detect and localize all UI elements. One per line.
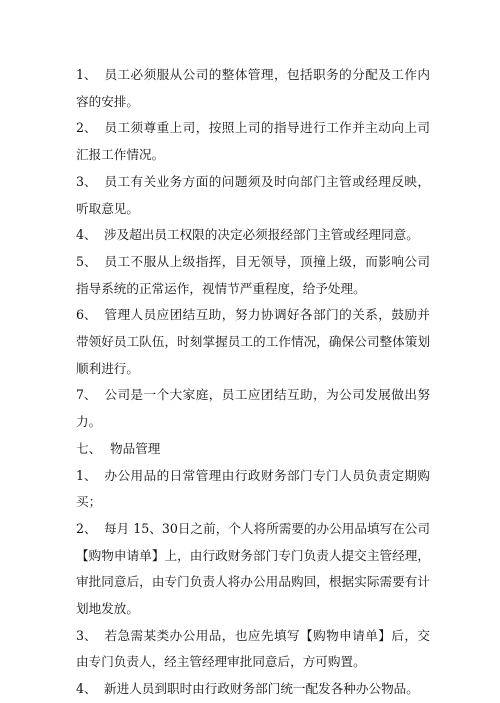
paragraph-number: 7、 <box>76 387 97 403</box>
paragraph-number: 6、 <box>76 307 97 323</box>
section-number: 七、 <box>76 440 102 456</box>
paragraph-1 <box>76 62 430 115</box>
paragraph-text: 管理人员应团结互助，努力协调好各部门的关系，鼓励并带领好员工队伍，时刻掌握员工的工作情况，确保公司整体策划顺利进行。 <box>76 307 430 376</box>
paragraph-text: 涉及超出员工权限的决定必须报经部门主管或经理同意。 <box>104 227 419 243</box>
paragraph-text: 新进人员到职时由行政财务部门统一配发各种办公物品。 <box>104 681 419 697</box>
paragraph-number: 1、 <box>76 467 97 483</box>
paragraph-number: 4、 <box>76 681 97 697</box>
paragraph-text: 办公用品的日常管理由行政财务部门专门人员负责定期购买； <box>76 467 430 510</box>
paragraph-number: 1、 <box>76 67 97 82</box>
paragraph-2 <box>76 115 430 168</box>
paragraph-number: 2、 <box>76 520 97 536</box>
paragraph-7 <box>76 382 430 435</box>
paragraph-number: 4、 <box>76 227 97 243</box>
paragraph-number: 3、 <box>76 627 97 643</box>
paragraph-6 <box>76 302 430 382</box>
paragraph-text: 员工须尊重上司，按照上司的指导进行工作并主动向上司汇报工作情况。 <box>76 120 430 163</box>
paragraph-text: 若急需某类办公用品，也应先填写【购物申请单】后，交由专门负责人，经主管经理审批同意后，方可购置。 <box>76 627 430 670</box>
paragraph-3 <box>76 169 430 222</box>
paragraph-5 <box>76 249 430 302</box>
section-title: 物品管理 <box>110 440 161 456</box>
paragraph-text: 员工不服从上级指挥，目无领导，顶撞上级，而影响公司指导系统的正常运作，视情节严重程度，给予处理。 <box>76 253 430 296</box>
paragraph-9 <box>76 516 430 623</box>
paragraph-text: 每月 15、30日之前，个人将所需要的办公用品填写在公司【购物申请单】上，由行政财务部门专门负责人提交主管经理，审批同意后，由专门负责人将办公用品购回，根据实际需要有计划地发放。 <box>76 520 430 617</box>
section-heading <box>76 436 430 463</box>
paragraph-number: 3、 <box>76 173 97 189</box>
paragraph-8 <box>76 463 430 516</box>
document-page <box>76 62 430 703</box>
paragraph-11 <box>76 676 430 703</box>
paragraph-number: 5、 <box>76 253 97 269</box>
paragraph-4 <box>76 222 430 249</box>
paragraph-text: 员工有关业务方面的问题须及时向部门主管或经理反映，听取意见。 <box>76 173 430 216</box>
paragraph-text: 员工必须服从公司的整体管理，包括职务的分配及工作内容的安排。 <box>76 67 430 109</box>
paragraph-text: 公司是一个大家庭，员工应团结互助，为公司发展做出努力。 <box>76 387 430 430</box>
paragraph-10 <box>76 623 430 676</box>
paragraph-number: 2、 <box>76 120 97 136</box>
